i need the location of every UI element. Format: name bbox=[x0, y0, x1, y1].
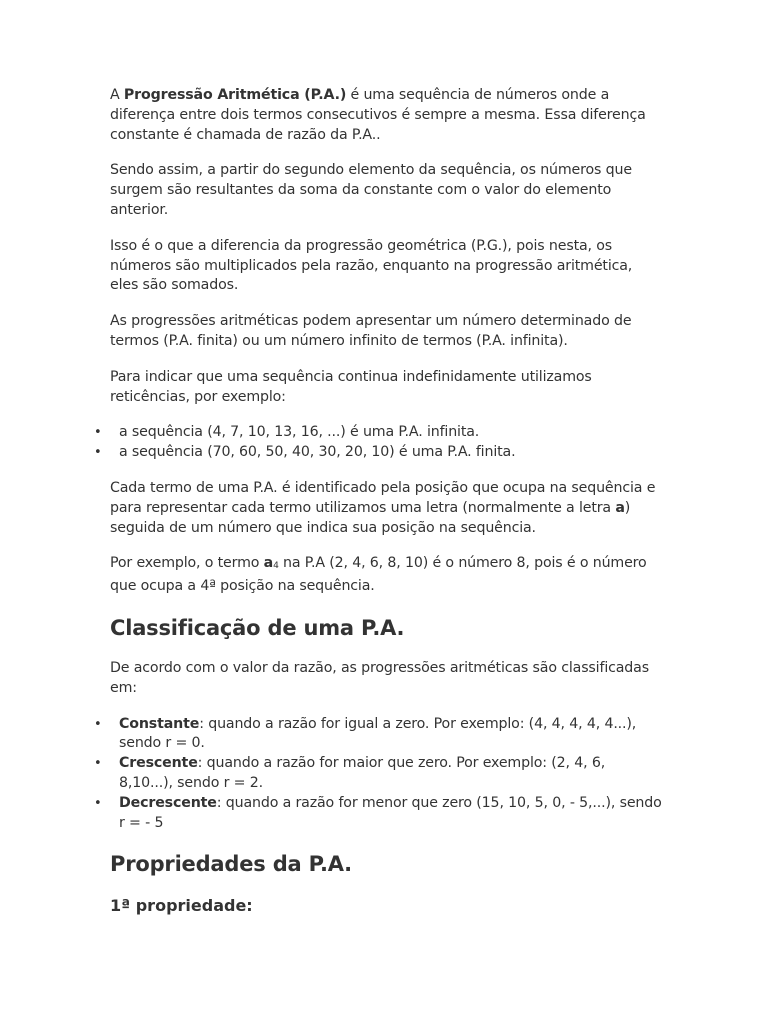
text-span: ) seguida de um número que indica sua posição na sequência. bbox=[110, 499, 631, 536]
paragraph-4: As progressões aritméticas podem apresentar um número determinado de termos (P.A. finita) ou um número infinito de termos (P.A. infinita). bbox=[110, 313, 632, 349]
bold-letter: a bbox=[263, 555, 274, 572]
list-item-term: Crescente bbox=[119, 755, 198, 772]
bullet-icon: • bbox=[94, 425, 102, 441]
list-item-text: : quando a razão for maior que zero. Por exemplo: (2, 4, 6, 8,10...), sendo r = 2. bbox=[119, 755, 606, 791]
paragraph-5: Para indicar que uma sequência continua indefinidamente utilizamos reticências, por exemplo: bbox=[110, 368, 592, 405]
list-item bbox=[94, 443, 662, 463]
classification-list bbox=[94, 715, 662, 834]
intro-paragraph bbox=[110, 86, 662, 145]
text-span: A bbox=[110, 87, 124, 103]
paragraph-6 bbox=[110, 479, 662, 538]
article-body bbox=[94, 86, 662, 917]
text-span: Por exemplo, o termo bbox=[110, 555, 264, 572]
list-item-text: : quando a razão for menor que zero (15, 10, 5, 0, - 5,...), sendo r = - 5 bbox=[119, 794, 662, 831]
list-item bbox=[94, 794, 662, 834]
list-item bbox=[94, 423, 662, 443]
list-item-text: a sequência (70, 60, 50, 40, 30, 20, 10) é uma P.A. finita. bbox=[119, 444, 516, 461]
bullet-icon: • bbox=[94, 795, 102, 811]
subscript: 4 bbox=[273, 561, 279, 572]
list-item bbox=[94, 715, 662, 755]
list-item bbox=[94, 754, 662, 794]
section-heading-properties: Propriedades da P.A. bbox=[110, 852, 352, 877]
text-span: Cada termo de uma P.A. é identificado pela posição que ocupa na sequência e para representar cada termo utilizamos uma letra (normalmente a letra bbox=[110, 479, 656, 516]
bullet-icon: • bbox=[94, 756, 102, 772]
text-span: na P.A (2, 4, 6, 8, 10) é o número 8, pois é o número que ocupa a 4ª posição na sequência. bbox=[110, 555, 647, 595]
paragraph-2: Sendo assim, a partir do segundo elemento da sequência, os números que surgem são resultantes da soma da constante com o valor do elemento anterior. bbox=[110, 162, 632, 218]
example-list bbox=[94, 423, 662, 463]
bold-letter: a bbox=[615, 499, 625, 516]
paragraph-7 bbox=[110, 554, 662, 597]
bullet-icon: • bbox=[94, 716, 102, 732]
bold-term: Progressão Aritmética (P.A.) bbox=[123, 87, 347, 103]
subheading-first-property: 1ª propriedade: bbox=[110, 896, 253, 916]
paragraph-8: De acordo com o valor da razão, as progressões aritméticas são classificadas em: bbox=[110, 659, 649, 696]
list-item-term: Decrescente bbox=[119, 794, 217, 811]
text-span: é uma sequência de números onde a diferença entre dois termos consecutivos é sempre a mesma. Essa diferença constante é chamada de razão da P.A.. bbox=[110, 87, 646, 143]
paragraph-3: Isso é o que a diferencia da progressão geométrica (P.G.), pois nesta, os números são multiplicados pela razão, enquanto na progressão aritmética, eles são somados. bbox=[110, 237, 633, 294]
bullet-icon: • bbox=[94, 445, 102, 461]
list-item-text: a sequência (4, 7, 10, 13, 16, ...) é uma P.A. infinita. bbox=[119, 424, 480, 441]
list-item-text: : quando a razão for igual a zero. Por exemplo: (4, 4, 4, 4, 4...), sendo r = 0. bbox=[119, 715, 637, 752]
section-heading-classification: Classificação de uma P.A. bbox=[110, 615, 405, 640]
list-item-term: Constante bbox=[119, 715, 200, 732]
